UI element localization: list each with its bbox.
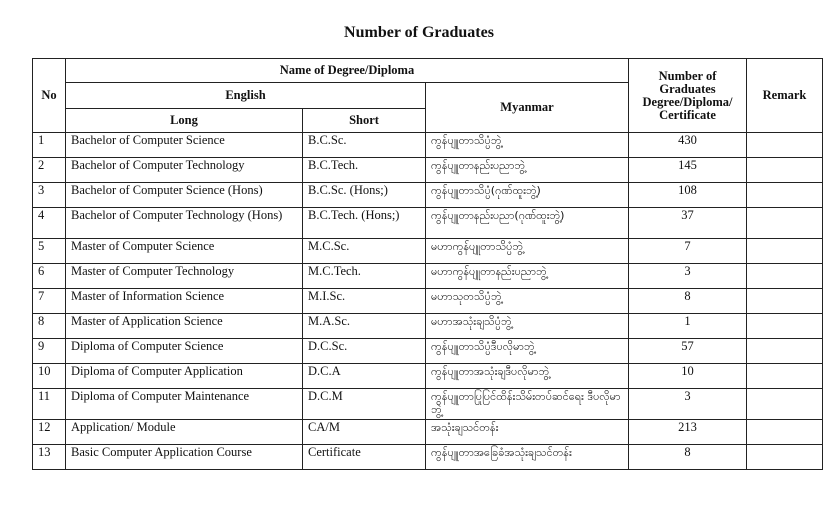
graduate-count: 57 <box>629 339 747 364</box>
degree-long-name: Bachelor of Computer Technology (Hons) <box>66 208 303 239</box>
remark-cell <box>747 420 823 445</box>
graduates-table <box>32 58 823 470</box>
row-number: 1 <box>33 133 66 158</box>
table-row <box>33 158 823 183</box>
row-number: 3 <box>33 183 66 208</box>
degree-myanmar-name: မဟာသုတသိပ္ပံဘွဲ့ <box>426 289 629 314</box>
degree-myanmar-name: ကွန်ပျူတာအခြေခံအသုံးချသင်တန်း <box>426 445 629 470</box>
remark-cell <box>747 158 823 183</box>
degree-short-name: CA/M <box>303 420 426 445</box>
remark-cell <box>747 239 823 264</box>
table-row <box>33 339 823 364</box>
degree-long-name: Master of Computer Science <box>66 239 303 264</box>
degree-myanmar-name: မဟာကွန်ပျူတာသိပ္ပံဘွဲ့ <box>426 239 629 264</box>
degree-long-name: Bachelor of Computer Science (Hons) <box>66 183 303 208</box>
graduate-count: 10 <box>629 364 747 389</box>
remark-cell <box>747 445 823 470</box>
row-number: 6 <box>33 264 66 289</box>
row-number: 2 <box>33 158 66 183</box>
row-number: 9 <box>33 339 66 364</box>
header-myanmar: Myanmar <box>426 83 629 133</box>
graduate-count: 145 <box>629 158 747 183</box>
degree-short-name: M.A.Sc. <box>303 314 426 339</box>
degree-short-name: D.C.M <box>303 389 426 420</box>
row-number: 5 <box>33 239 66 264</box>
page-title: Number of Graduates <box>344 24 494 41</box>
graduate-count: 3 <box>629 264 747 289</box>
degree-short-name: B.C.Tech. (Hons;) <box>303 208 426 239</box>
row-number: 10 <box>33 364 66 389</box>
remark-cell <box>747 339 823 364</box>
table-row <box>33 364 823 389</box>
degree-short-name: Certificate <box>303 445 426 470</box>
header-degree-name: Name of Degree/Diploma <box>66 59 629 83</box>
remark-cell <box>747 264 823 289</box>
graduate-count: 430 <box>629 133 747 158</box>
degree-long-name: Basic Computer Application Course <box>66 445 303 470</box>
degree-short-name: M.I.Sc. <box>303 289 426 314</box>
remark-cell <box>747 208 823 239</box>
table-row <box>33 420 823 445</box>
header-long: Long <box>66 109 303 133</box>
graduate-count: 1 <box>629 314 747 339</box>
remark-cell <box>747 289 823 314</box>
graduate-count: 8 <box>629 289 747 314</box>
table-body <box>33 133 823 470</box>
table-row <box>33 389 823 420</box>
remark-cell <box>747 314 823 339</box>
degree-myanmar-name: ကွန်ပျူတာသိပ္ပံဒီပလိုမာဘွဲ့ <box>426 339 629 364</box>
degree-short-name: M.C.Sc. <box>303 239 426 264</box>
row-number: 13 <box>33 445 66 470</box>
table-row <box>33 208 823 239</box>
degree-long-name: Bachelor of Computer Technology <box>66 158 303 183</box>
degree-long-name: Diploma of Computer Maintenance <box>66 389 303 420</box>
header-remark: Remark <box>747 59 823 133</box>
degree-myanmar-name: ကွန်ပျူတာသိပ္ပံဘွဲ့ <box>426 133 629 158</box>
remark-cell <box>747 183 823 208</box>
table-row <box>33 314 823 339</box>
degree-short-name: B.C.Sc. <box>303 133 426 158</box>
graduate-count: 108 <box>629 183 747 208</box>
degree-long-name: Master of Application Science <box>66 314 303 339</box>
header-no: No <box>33 59 66 133</box>
graduate-count: 213 <box>629 420 747 445</box>
remark-cell <box>747 389 823 420</box>
graduate-count: 3 <box>629 389 747 420</box>
degree-short-name: B.C.Tech. <box>303 158 426 183</box>
degree-myanmar-name: ကွန်ပျူတာနည်းပညာ(ဂုဏ်ထူးဘွဲ့) <box>426 208 629 239</box>
row-number: 12 <box>33 420 66 445</box>
degree-short-name: D.C.Sc. <box>303 339 426 364</box>
header-english: English <box>66 83 426 109</box>
degree-myanmar-name: မဟာအသုံးချသိပ္ပံဘွဲ့ <box>426 314 629 339</box>
graduate-count: 7 <box>629 239 747 264</box>
header-number-of-graduates: Number of Graduates Degree/Diploma/ Certificate <box>629 59 747 133</box>
table-row <box>33 289 823 314</box>
degree-long-name: Application/ Module <box>66 420 303 445</box>
degree-short-name: M.C.Tech. <box>303 264 426 289</box>
table-row <box>33 445 823 470</box>
degree-short-name: D.C.A <box>303 364 426 389</box>
degree-myanmar-name: ကွန်ပျူတာပြုပြင်ထိန်းသိမ်းတပ်ဆင်ရေး ဒီပလိုမာဘွဲ့ <box>426 389 629 420</box>
table-row <box>33 183 823 208</box>
degree-long-name: Diploma of Computer Science <box>66 339 303 364</box>
row-number: 7 <box>33 289 66 314</box>
header-short: Short <box>303 109 426 133</box>
degree-myanmar-name: ကွန်ပျူတာသိပ္ပံ(ဂုဏ်ထူးဘွဲ့) <box>426 183 629 208</box>
degree-myanmar-name: မဟာကွန်ပျူတာနည်းပညာဘွဲ့ <box>426 264 629 289</box>
remark-cell <box>747 133 823 158</box>
degree-long-name: Diploma of Computer Application <box>66 364 303 389</box>
degree-long-name: Master of Computer Technology <box>66 264 303 289</box>
degree-long-name: Bachelor of Computer Science <box>66 133 303 158</box>
row-number: 4 <box>33 208 66 239</box>
degree-short-name: B.C.Sc. (Hons;) <box>303 183 426 208</box>
row-number: 8 <box>33 314 66 339</box>
degree-myanmar-name: အသုံးချသင်တန်း <box>426 420 629 445</box>
table-row <box>33 264 823 289</box>
graduate-count: 37 <box>629 208 747 239</box>
graduate-count: 8 <box>629 445 747 470</box>
remark-cell <box>747 364 823 389</box>
degree-myanmar-name: ကွန်ပျူတာနည်းပညာဘွဲ့ <box>426 158 629 183</box>
row-number: 11 <box>33 389 66 420</box>
table-row <box>33 133 823 158</box>
degree-myanmar-name: ကွန်ပျူတာအသုံးချဒီပလိုမာဘွဲ့ <box>426 364 629 389</box>
table-row <box>33 239 823 264</box>
degree-long-name: Master of Information Science <box>66 289 303 314</box>
